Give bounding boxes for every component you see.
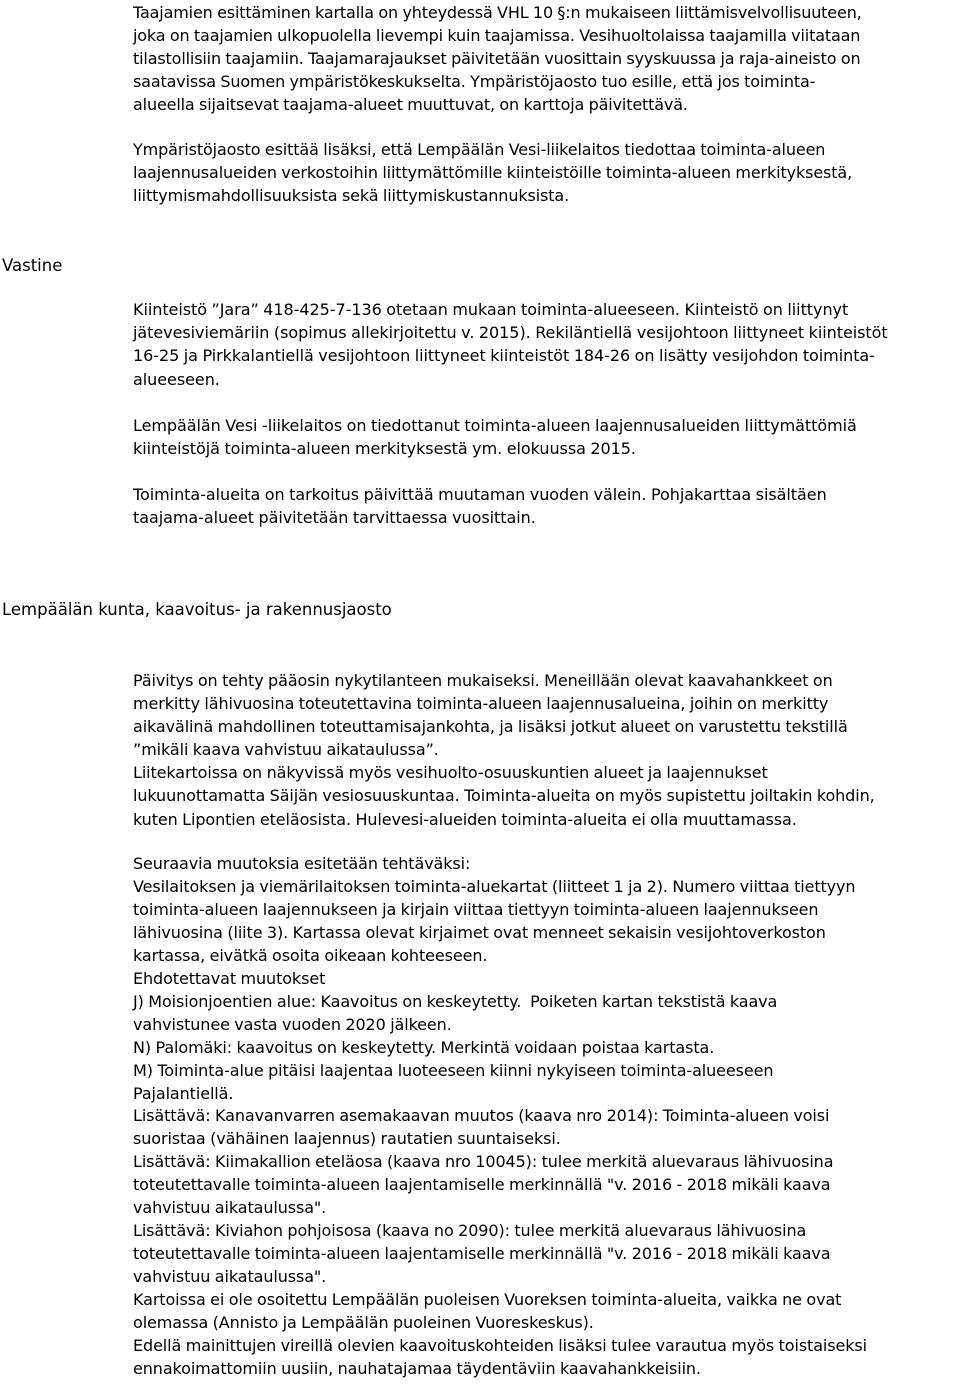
vastine-paragraph-kiinteistot: Kiinteistö ”Jara” 418-425-7-136 otetaan mukaan toiminta-alueeseen. Kiinteistö on liittynyt jätevesiviemäriin (sopimus allekirjoitettu v. 2015). Rekiläntiellä vesijohtoon liittyneet kiinteistöt 16-25 ja Pirkkalantiellä vesijohtoon liittyneet kiinteistöt 184-26 on lisätty vesijohdon toiminta- alueeseen. [133,300,888,389]
vastine-paragraph-paivitys: Toiminta-alueita on tarkoitus päivittää muutaman vuoden välein. Pohjakarttaa sisältäen taajama-alueet päivitetään tarvittaessa vuosittain. [133,485,827,528]
section-heading-kaavoitus: Lempäälän kunta, kaavoitus- ja rakennusjaosto [2,600,392,619]
kaavoitus-paragraph-muutokset: Seuraavia muutoksia esitetään tehtäväksi: Vesilaitoksen ja viemärilaitoksen toiminta-aluekartat (liitteet 1 ja 2). Numero viittaa tiettyyn toiminta-alueen laajennukseen ja kirjain viittaa tiettyyn toiminta-alueen laajennukseen lähivuosina (liite 3). Kartassa olevat kirjaimet ovat menneet sekaisin vesijohtoverkoston kartassa, eivätkä osoita oikeaan kohteeseen. Ehdotettavat muutokset J) Moisionjoentien alue: Kaavoitus on keskeytetty. Poiketen kartan tekstistä kaava vahvistunee vasta vuoden 2020 jälkeen. N) Palomäki: kaavoitus on keskeytetty. Merkintä voidaan poistaa kartasta. M) Toiminta-alue pitäisi laajentaa luoteeseen kiinni nykyiseen toiminta-alueeseen Pajalantiellä. Lisättävä: Kanavanvarren asemakaavan muutos (kaava nro 2014): Toiminta-alueen voisi suoristaa (vähäinen laajennus) rautatien suuntaiseksi. Lisättävä: Kiimakallion eteläosa (kaava nro 10045): tulee merkitä aluevaraus lähivuosina toteutettavalle toiminta-alueen laajentamiselle merkinnällä "v. 2016 - 2018 mikäli kaava vahvistuu aikataulussa". Lisättävä: Kiviahon pohjoisosa (kaava no 2090): tulee merkitä aluevaraus lähivuosina toteutettavalle toiminta-alueen laajentamiselle merkinnällä "v. 2016 - 2018 mikäli kaava vahvistuu aikataulussa". Kartoissa ei ole osoitettu Lempäälän puoleisen Vuoreksen toiminta-alueita, vaikka ne ovat olemassa (Annisto ja Lempäälän puoleinen Vuoreskeskus). Edellä mainittujen vireillä olevien kaavoituskohteiden lisäksi tulee varautua myös toistaiseksi ennakoimattomiin uusiin, nauhatajamaa täydentäviin kaavahankkeisiin. [133,854,868,1378]
vastine-paragraph-tiedotus: Lempäälän Vesi -liikelaitos on tiedottanut toiminta-alueen laajennusalueiden liittymättömiä kiinteistöjä toiminta-alueen merkityksestä ym. elokuussa 2015. [133,416,857,459]
intro-paragraph-tiedottaminen: Ympäristöjaosto esittää lisäksi, että Lempäälän Vesi-liikelaitos tiedottaa toiminta-alueen laajennusalueiden verkostoihin liittymättömille kiinteistöille toiminta-alueen merkityksestä, liittymismahdollisuuksista sekä liittymiskustannuksista. [133,140,853,206]
section-heading-vastine: Vastine [2,256,63,275]
intro-paragraph-taajamat: Taajamien esittäminen kartalla on yhteydessä VHL 10 §:n mukaiseen liittämisvelvollisuuteen, joka on taajamien ulkopuolella lievempi kuin taajamissa. Vesihuoltolaissa taajamilla viitataan tilastollisiin taajamiin. Taajamarajaukset päivitetään vuosittain syyskuussa ja raja-aineisto on saatavissa Suomen ympäristökeskukselta. Ympäristöjaosto tuo esille, että jos toiminta- alueella sijaitsevat taajama-alueet muuttuvat, on karttoja päivitettävä. [133,3,862,115]
kaavoitus-paragraph-paivitys: Päivitys on tehty pääosin nykytilanteen mukaiseksi. Meneillään olevat kaavahankkeet on merkitty lähivuosina toteutettavina toiminta-alueen laajennusalueina, joihin on merkitty aikavälinä mahdollinen toteuttamisajankohta, ja lisäksi jotkut alueet on varustettu tekstillä ”mikäli kaava vahvistuu aikataulussa”. Liitekartoissa on näkyvissä myös vesihuolto-osuuskuntien alueet ja laajennukset lukuunottamatta Säijän vesiosuuskuntaa. Toiminta-alueita on myös supistettu joiltakin kohdin, kuten Lipontien eteläosista. Hulevesi-alueiden toiminta-alueita ei olla muuttamassa. [133,671,875,829]
